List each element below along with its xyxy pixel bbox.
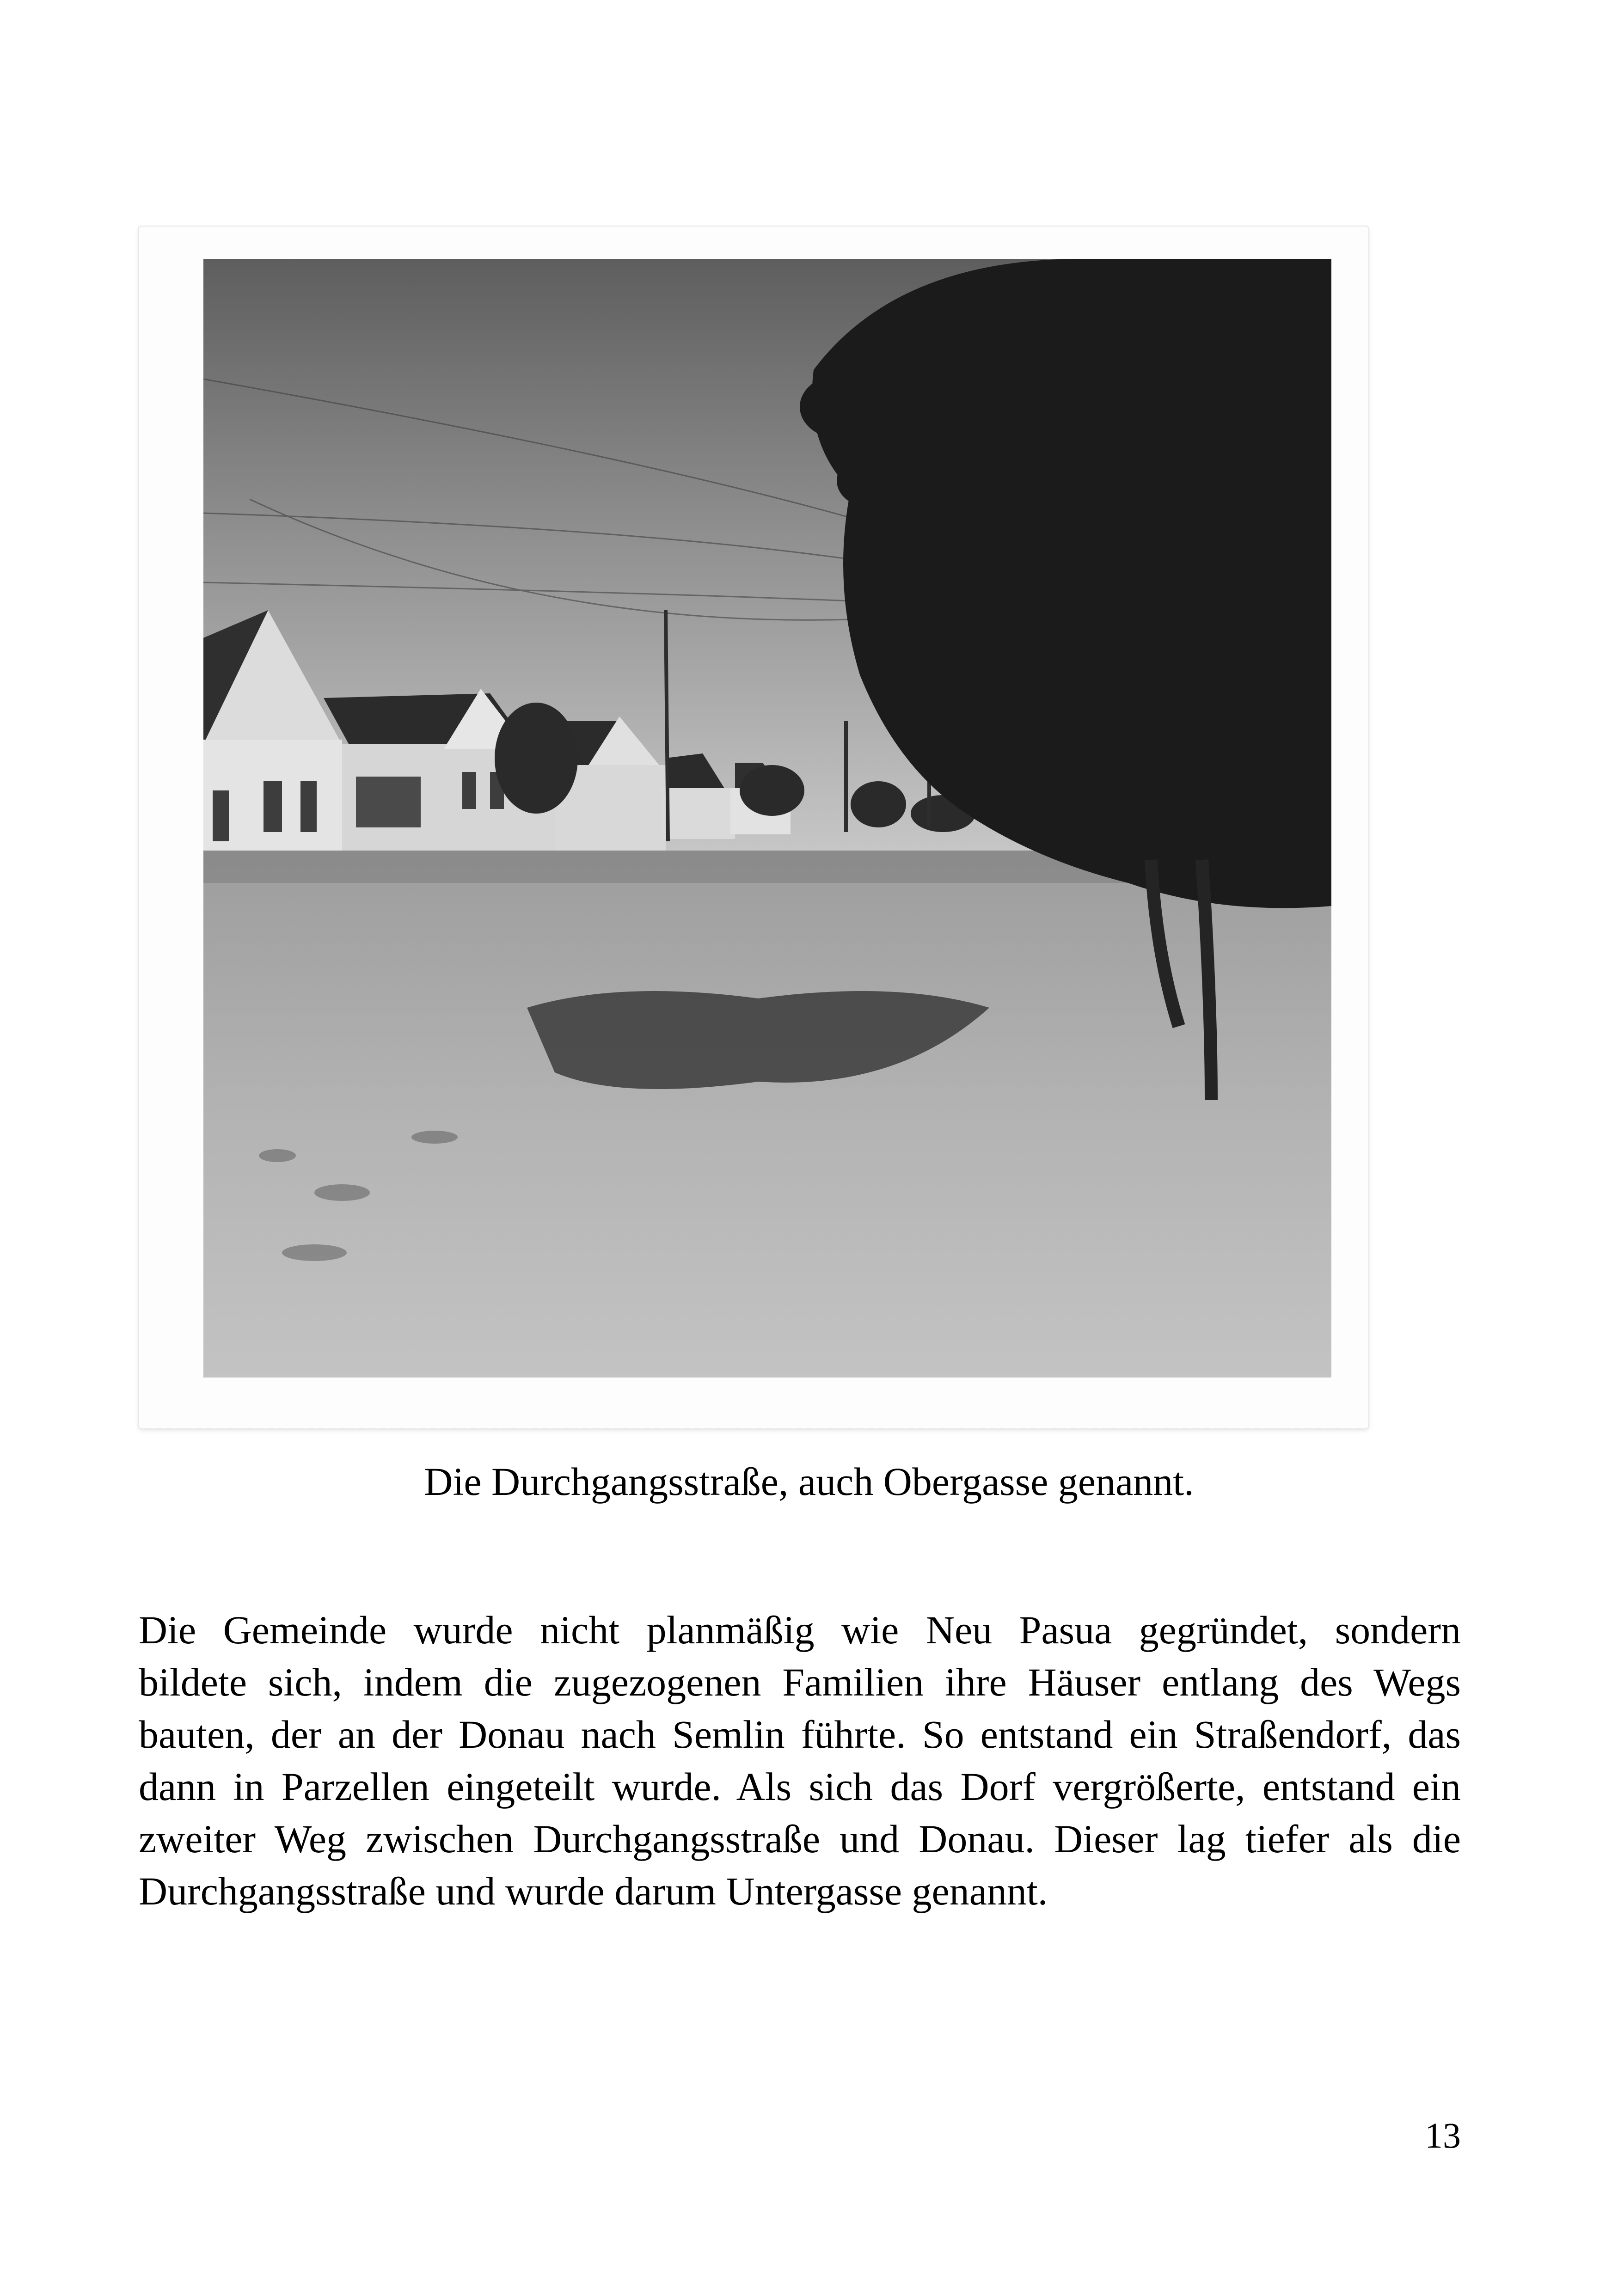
paragraph-line: Durchgangsstraße und wurde darum Untergasse genannt. <box>139 1869 1048 1913</box>
paragraph-line: zweiter Weg zwischen Durchgangsstraße und Donau. Dieser lag tiefer als die <box>139 1817 1461 1861</box>
paragraph-line: dann in Parzellen eingeteilt wurde. Als sich das Dorf vergrößerte, entstand ein <box>139 1764 1461 1809</box>
paragraph-line: Die Gemeinde wurde nicht planmäßig wie Neu Pasua gegründet, sondern <box>139 1608 1461 1652</box>
paragraph-line: bauten, der an der Donau nach Semlin führte. So entstand ein Straßendorf, das <box>139 1712 1461 1757</box>
paragraph-line: bildete sich, indem die zugezogenen Familien ihre Häuser entlang des Wegs <box>139 1660 1461 1704</box>
street-photo <box>203 259 1331 1378</box>
page-number: 13 <box>1425 2115 1461 2155</box>
body-paragraph <box>139 1604 1461 1917</box>
photo-caption: Die Durchgangsstraße, auch Obergasse genannt. <box>424 1459 1194 1504</box>
